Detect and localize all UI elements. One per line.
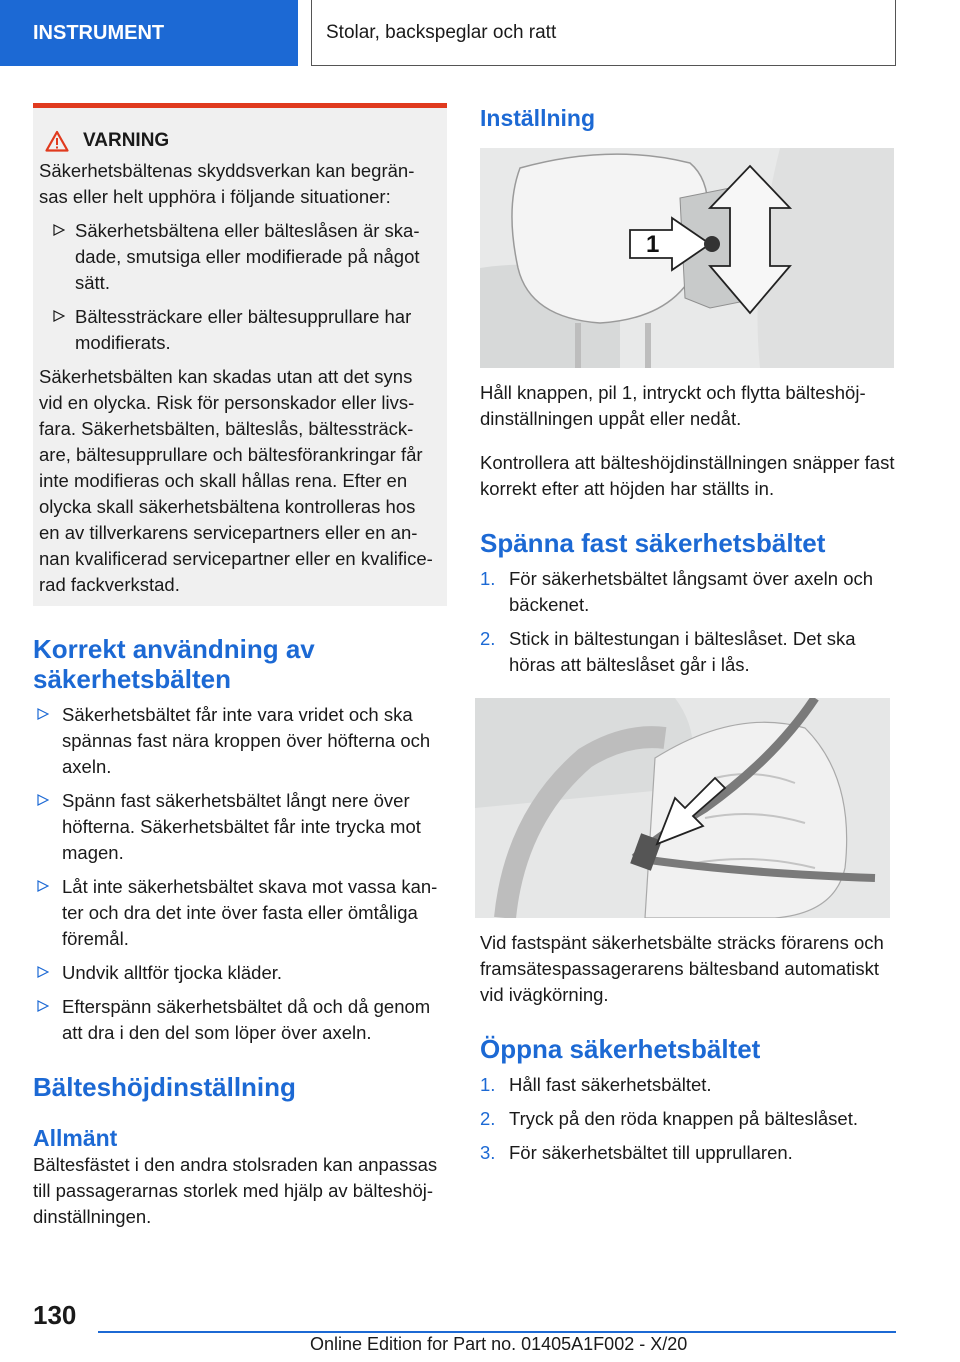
right-column — [480, 100, 896, 1166]
step-text: Tryck på den röda knappen på bälteslåset. — [509, 1108, 858, 1129]
setting-para2: Kontrollera att bälteshöjdinställningen snäpper fast korrekt efter att höjden har ställts in. — [480, 452, 895, 499]
section-title: INSTRUMENT — [33, 21, 165, 44]
height-adjust-body: Bältesfästet i den andra stolsraden kan anpassas till passagerarnas storlek med hjälp av bälteshöj-dinställningen. — [33, 1154, 438, 1227]
belt-height-adjuster-illustration — [480, 148, 894, 368]
list-item — [33, 960, 447, 986]
list-item-text: Undvik alltför tjocka kläder. — [62, 962, 283, 983]
subheading-general: Allmänt — [33, 1125, 118, 1151]
figure-label: 1 — [646, 231, 660, 258]
list-item-text: Säkerhetsbältena eller bälteslåsen är ska-dade, smutsiga eller modifierade på något sätt. — [75, 220, 420, 293]
fasten-steps — [480, 566, 896, 678]
header-section-tab — [0, 0, 298, 66]
bullet-triangle-icon — [37, 708, 49, 720]
heading-correct-use — [33, 634, 447, 694]
list-item — [480, 1072, 896, 1098]
list-item — [480, 566, 896, 618]
list-item — [33, 788, 447, 866]
step-text: För säkerhetsbältet till upprullaren. — [509, 1142, 793, 1163]
list-item — [39, 304, 439, 356]
heading-line: Korrekt användning av — [33, 634, 315, 664]
step-number: 1. — [480, 568, 496, 589]
warning-list — [39, 218, 439, 356]
warning-triangle-icon — [45, 130, 69, 152]
step-number: 3. — [480, 1142, 496, 1163]
header-chapter-tab — [311, 0, 896, 66]
correct-use-list — [33, 702, 447, 1046]
step-number: 1. — [480, 1074, 496, 1095]
open-steps — [480, 1072, 896, 1166]
bullet-triangle-icon — [37, 966, 49, 978]
fasten-para: Vid fastspänt säkerhetsbälte sträcks förarens och framsätespassagerarens bältesband automatiskt vid ivägkörning. — [480, 932, 884, 1005]
footer-divider — [98, 1331, 896, 1333]
step-number: 2. — [480, 628, 496, 649]
footer-edition: Online Edition for Part no. 01405A1F002 - X/20 — [310, 1334, 688, 1354]
list-item — [39, 218, 439, 296]
left-column — [33, 103, 447, 1230]
list-item — [33, 874, 447, 952]
bullet-triangle-icon — [53, 224, 65, 236]
heading-open: Öppna säkerhetsbältet — [480, 1034, 761, 1064]
step-text: Håll fast säkerhetsbältet. — [509, 1074, 712, 1095]
bullet-triangle-icon — [37, 794, 49, 806]
list-item-text: Spänn fast säkerhetsbältet långt nere över höfterna. Säkerhetsbältet får inte trycka mot magen. — [62, 790, 421, 863]
warning-title — [45, 130, 439, 152]
list-item — [480, 626, 896, 678]
list-item — [33, 994, 447, 1046]
warning-box — [33, 103, 447, 606]
bullet-triangle-icon — [53, 310, 65, 322]
list-item — [480, 1140, 896, 1166]
warning-label: VARNING — [83, 130, 170, 151]
step-text: För säkerhetsbältet långsamt över axeln och bäckenet. — [509, 568, 874, 615]
list-item-text: Låt inte säkerhetsbältet skava mot vassa kan-ter och dra det inte över fasta eller ömtåliga föremål. — [62, 876, 438, 949]
list-item-text: Säkerhetsbältet får inte vara vridet och ska spännas fast nära kroppen över höfterna och axeln. — [62, 704, 431, 777]
bullet-triangle-icon — [37, 1000, 49, 1012]
heading-line: säkerhetsbälten — [33, 664, 231, 694]
chapter-title: Stolar, backspeglar och ratt — [326, 21, 557, 43]
setting-para1: Håll knappen, pil 1, intryckt och flytta bälteshöj-dinställningen uppåt eller nedåt. — [480, 382, 866, 429]
heading-height-adjust: Bälteshöjdinställning — [33, 1072, 296, 1102]
warning-intro: Säkerhetsbältenas skyddsverkan kan begrän-sas eller helt upphöra i följande situationer: — [39, 160, 415, 207]
warning-body: Säkerhetsbälten kan skadas utan att det syns vid en olycka. Risk för personskador eller livs-fara. Säkerhetsbälten, bälteslås, bältessträck-are, bältesupprullare och bältesförankringar får inte modifieras och skall hållas rena. Efter en olycka skall säkerhetsbältena kontrolleras hos en av tillverkarens servicepartners eller en an-nan kvalificerad servicepartner eller en kvalifice-rad fackverkstad. — [39, 366, 433, 595]
seat-belt-buckle-illustration — [475, 698, 890, 918]
heading-setting: Inställning — [480, 105, 595, 131]
step-text: Stick in bältestungan i bälteslåset. Det ska höras att bälteslåset går i lås. — [509, 628, 856, 675]
list-item — [33, 702, 447, 780]
bullet-triangle-icon — [37, 880, 49, 892]
page-number: 130 — [33, 1300, 77, 1330]
list-item-text: Efterspänn säkerhetsbältet då och då genom att dra i den del som löper över axeln. — [62, 996, 431, 1043]
heading-fasten: Spänna fast säkerhetsbältet — [480, 528, 826, 558]
list-item — [480, 1106, 896, 1132]
list-item-text: Bältessträckare eller bältesupprullare har modifierats. — [75, 306, 412, 353]
step-number: 2. — [480, 1108, 496, 1129]
